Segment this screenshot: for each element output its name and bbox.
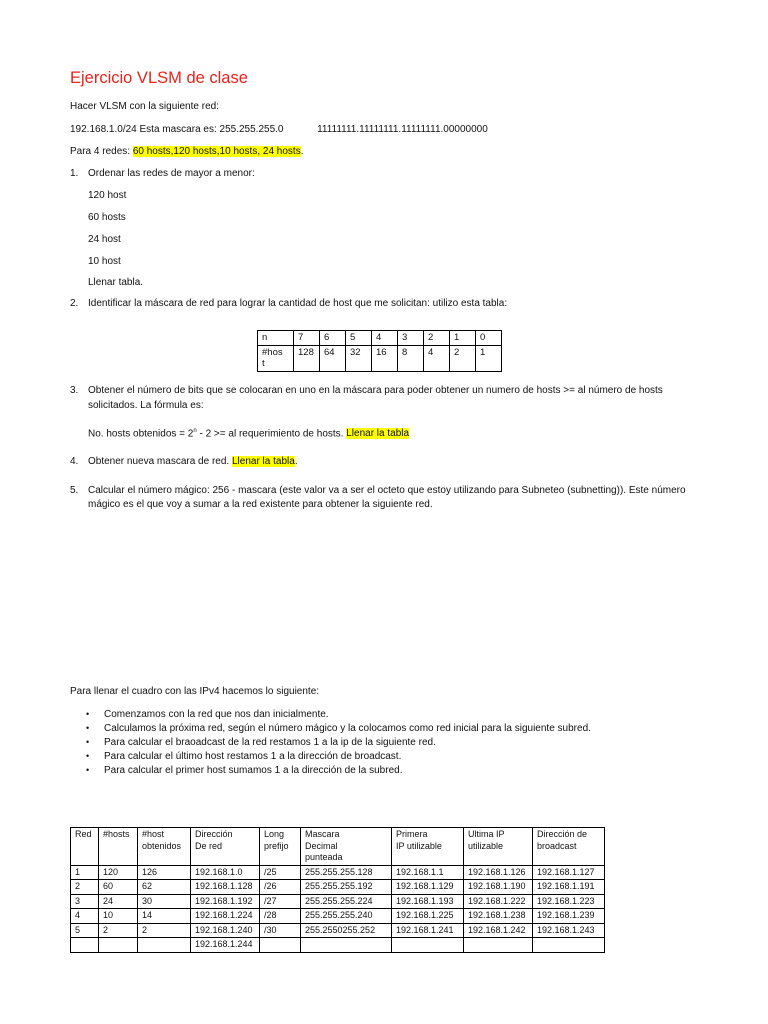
header-cell bbox=[260, 828, 301, 866]
step-4-suffix: . bbox=[294, 456, 298, 467]
table-cell: 192.168.1.193 bbox=[392, 894, 464, 909]
header-line: Primera bbox=[396, 829, 428, 839]
header-line: Mascara bbox=[305, 829, 340, 839]
step-4-highlight: Llenar la tabla bbox=[231, 456, 295, 467]
header-cell bbox=[138, 828, 191, 866]
bits-cell: n bbox=[258, 331, 294, 346]
header-cell bbox=[99, 828, 138, 866]
header-line: IP utilizable bbox=[396, 840, 442, 851]
step-1-number: 1. bbox=[70, 168, 79, 179]
header-line: Dirección bbox=[195, 829, 233, 839]
table-cell: 192.168.1.0 bbox=[191, 865, 260, 880]
bullet-item: Para calcular el último host restamos 1 a la dirección de broadcast. bbox=[104, 751, 402, 762]
header-line: Ultima IP bbox=[468, 829, 505, 839]
table-cell: 192.168.1.128 bbox=[191, 880, 260, 895]
table-cell: 24 bbox=[99, 894, 138, 909]
table-cell: 192.168.1.222 bbox=[464, 894, 533, 909]
table-cell: /28 bbox=[260, 909, 301, 924]
bits-cell: 5 bbox=[346, 331, 372, 346]
bullet-item: Calculamos la próxima red, según el número mágico y la colocamos como red inicial para la siguiente subred. bbox=[104, 723, 591, 734]
bullet-icon: • bbox=[86, 709, 90, 719]
header-line: prefijo bbox=[264, 840, 289, 851]
networks-requirement bbox=[70, 146, 303, 157]
table-cell: 60 bbox=[99, 880, 138, 895]
table-cell: 3 bbox=[71, 894, 99, 909]
table-cell: 2 bbox=[71, 880, 99, 895]
bits-cell: 2 bbox=[450, 345, 476, 371]
table-cell: 255.255.255.224 bbox=[301, 894, 392, 909]
bullet-item: Para calcular el primer host sumamos 1 a la dirección de la subred. bbox=[104, 765, 403, 776]
table-cell bbox=[392, 938, 464, 953]
bits-cell: 128 bbox=[294, 345, 320, 371]
table-cell: /27 bbox=[260, 894, 301, 909]
table-row bbox=[71, 894, 605, 909]
table-cell: 255.255.255.240 bbox=[301, 909, 392, 924]
formula-text: - 2 >= al requerimiento de hosts. bbox=[196, 428, 347, 440]
networks-suffix: . bbox=[300, 146, 304, 157]
step-2-number: 2. bbox=[70, 298, 79, 309]
table-cell: 192.168.1.192 bbox=[191, 894, 260, 909]
table-cell: 5 bbox=[71, 923, 99, 938]
table-cell: 120 bbox=[99, 865, 138, 880]
bullet-icon: • bbox=[86, 723, 90, 733]
bits-cell: 8 bbox=[398, 345, 424, 371]
bullet-icon: • bbox=[86, 737, 90, 747]
header-cell bbox=[533, 828, 605, 866]
table-cell: 2 bbox=[138, 923, 191, 938]
bits-cell: 4 bbox=[372, 331, 398, 346]
subnet-table-body bbox=[71, 865, 605, 952]
header-line: #host bbox=[142, 829, 165, 839]
table-cell bbox=[71, 938, 99, 953]
header-line: Dirección de bbox=[537, 829, 588, 839]
header-cell bbox=[464, 828, 533, 866]
formula-text: No. hosts obtenidos = 2 bbox=[88, 428, 194, 440]
bits-cell: 3 bbox=[398, 331, 424, 346]
table-cell: 30 bbox=[138, 894, 191, 909]
table-cell: 4 bbox=[71, 909, 99, 924]
header-line: Long bbox=[264, 829, 285, 839]
step-5-text: Calcular el número mágico: 256 - mascara (este valor va a ser el octeto que estoy utilizando para Subneteo (subnetting)). Este número bbox=[88, 485, 686, 496]
table-cell: /26 bbox=[260, 880, 301, 895]
bits-cell: 2 bbox=[424, 331, 450, 346]
bullet-icon: • bbox=[86, 751, 90, 761]
table-cell: 10 bbox=[99, 909, 138, 924]
table-row bbox=[71, 880, 605, 895]
table-cell: 192.168.1.224 bbox=[191, 909, 260, 924]
table-cell: 62 bbox=[138, 880, 191, 895]
table-row bbox=[71, 938, 605, 953]
header-line: punteada bbox=[305, 852, 343, 862]
step-3-number: 3. bbox=[70, 385, 79, 396]
table-cell: 192.168.1.126 bbox=[464, 865, 533, 880]
step-1-item: Llenar tabla. bbox=[88, 277, 144, 288]
table-cell bbox=[301, 938, 392, 953]
table-cell: 192.168.1.190 bbox=[464, 880, 533, 895]
subnet-table bbox=[70, 827, 605, 953]
table-cell: 192.168.1.1 bbox=[392, 865, 464, 880]
table-cell: 192.168.1.242 bbox=[464, 923, 533, 938]
bits-cell: 16 bbox=[372, 345, 398, 371]
step-4-number: 4. bbox=[70, 456, 79, 467]
bits-cell: 0 bbox=[476, 331, 502, 346]
table-cell bbox=[533, 938, 605, 953]
table-cell bbox=[464, 938, 533, 953]
table-cell: 192.168.1.238 bbox=[464, 909, 533, 924]
bits-cell: 1 bbox=[476, 345, 502, 371]
step-1-text: Ordenar las redes de mayor a menor: bbox=[88, 168, 255, 179]
step-3-text: Obtener el número de bits que se colocaran en uno en la máscara para poder obtener un numero de hosts >= al número de hosts bbox=[88, 385, 663, 396]
header-line: obtenidos bbox=[142, 840, 182, 851]
bits-label-cell bbox=[258, 345, 294, 371]
step-1-item: 24 host bbox=[88, 234, 121, 245]
step-1-item: 120 host bbox=[88, 190, 127, 201]
table-cell: 255.2550255.252 bbox=[301, 923, 392, 938]
bits-cell: 7 bbox=[294, 331, 320, 346]
step-2-text: Identificar la máscara de red para lograr la cantidad de host que me solicitan: utilizo esta tabla: bbox=[88, 298, 508, 309]
header-line: utilizable bbox=[468, 840, 504, 851]
table-cell: /25 bbox=[260, 865, 301, 880]
header-line: Decimal bbox=[305, 840, 338, 851]
table-cell: 192.168.1.225 bbox=[392, 909, 464, 924]
bits-cell: 64 bbox=[320, 345, 346, 371]
fill-intro: Para llenar el cuadro con las IPv4 hacemos lo siguiente: bbox=[70, 686, 320, 697]
table-cell: /30 bbox=[260, 923, 301, 938]
step-1-item: 10 host bbox=[88, 256, 121, 267]
table-cell bbox=[99, 938, 138, 953]
bits-cell: 32 bbox=[346, 345, 372, 371]
networks-highlight: 60 hosts,120 hosts,10 hosts, 24 hosts bbox=[132, 146, 301, 157]
header-cell bbox=[301, 828, 392, 866]
header-line: Red bbox=[75, 829, 92, 839]
table-cell: 14 bbox=[138, 909, 191, 924]
formula-exponent: n bbox=[193, 428, 197, 434]
bullet-icon: • bbox=[86, 765, 90, 775]
step-4-text: Obtener nueva mascara de red. bbox=[88, 456, 232, 467]
header-line: broadcast bbox=[537, 840, 577, 851]
table-cell: 192.168.1.240 bbox=[191, 923, 260, 938]
network-line bbox=[70, 124, 488, 135]
network-binary: 11111111.11111111.11111111.00000000 bbox=[317, 124, 488, 135]
networks-prefix: Para 4 redes: bbox=[70, 146, 133, 157]
table-cell: 192.168.1.129 bbox=[392, 880, 464, 895]
step-5-text: mágico es el que voy a sumar a la red existente para obtener la siguiente red. bbox=[88, 499, 433, 510]
formula-highlight: Llenar la tabla bbox=[346, 428, 410, 440]
page-title: Ejercicio VLSM de clase bbox=[70, 69, 248, 87]
header-line: #hosts bbox=[103, 829, 130, 839]
header-cell bbox=[71, 828, 99, 866]
step-1-item: 60 hosts bbox=[88, 212, 126, 223]
formula-line bbox=[88, 428, 409, 439]
bullet-item: Para calcular el braoadcast de la red restamos 1 a la ip de la siguiente red. bbox=[104, 737, 436, 748]
bits-table-row bbox=[258, 345, 502, 371]
bits-table-row bbox=[258, 331, 502, 346]
table-cell: 192.168.1.241 bbox=[392, 923, 464, 938]
step-4-line bbox=[88, 456, 298, 467]
table-cell: 192.168.1.239 bbox=[533, 909, 605, 924]
table-cell: 255.255.255.128 bbox=[301, 865, 392, 880]
table-row bbox=[71, 865, 605, 880]
bits-table bbox=[257, 330, 502, 372]
network-text: 192.168.1.0/24 Esta mascara es: 255.255.255.0 bbox=[70, 124, 284, 135]
intro-text: Hacer VLSM con la siguiente red: bbox=[70, 101, 219, 112]
step-3-text: solicitados. La fórmula es: bbox=[88, 400, 204, 411]
header-cell bbox=[392, 828, 464, 866]
table-cell: 192.168.1.191 bbox=[533, 880, 605, 895]
table-row bbox=[71, 909, 605, 924]
bits-label-line: #hos bbox=[262, 346, 283, 358]
table-cell: 192.168.1.223 bbox=[533, 894, 605, 909]
table-cell: 126 bbox=[138, 865, 191, 880]
header-cell bbox=[191, 828, 260, 866]
bits-cell: 1 bbox=[450, 331, 476, 346]
table-cell: 192.168.1.127 bbox=[533, 865, 605, 880]
table-row bbox=[71, 923, 605, 938]
table-cell: 1 bbox=[71, 865, 99, 880]
table-cell: 2 bbox=[99, 923, 138, 938]
header-line: De red bbox=[195, 840, 223, 851]
step-5-number: 5. bbox=[70, 485, 79, 496]
bullet-item: Comenzamos con la red que nos dan inicialmente. bbox=[104, 709, 329, 720]
table-cell: 192.168.1.244 bbox=[191, 938, 260, 953]
subnet-table-header bbox=[71, 828, 605, 866]
bits-cell: 6 bbox=[320, 331, 346, 346]
table-cell: 255.255.255.192 bbox=[301, 880, 392, 895]
table-cell bbox=[260, 938, 301, 953]
table-cell: 192.168.1.243 bbox=[533, 923, 605, 938]
bits-cell: 4 bbox=[424, 345, 450, 371]
bits-label-line: t bbox=[262, 358, 265, 369]
table-cell bbox=[138, 938, 191, 953]
